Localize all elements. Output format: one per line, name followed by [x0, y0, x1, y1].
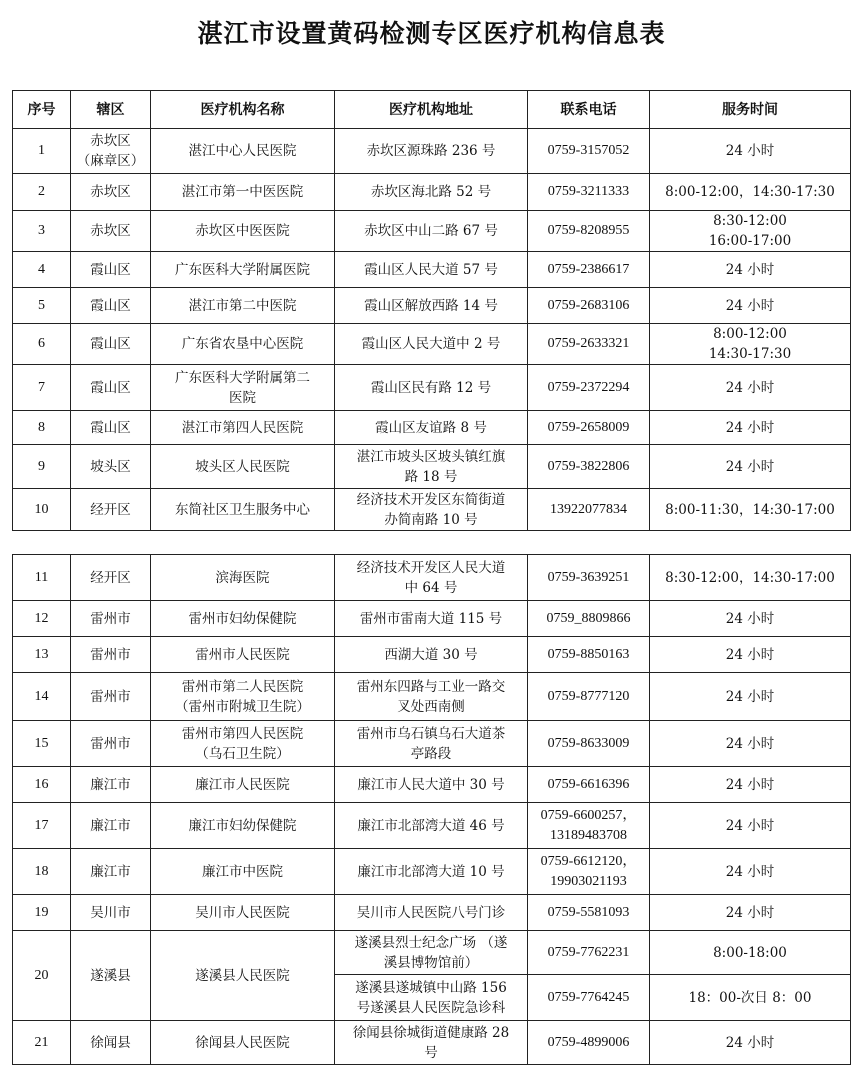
phone: 0759-7764245 — [528, 975, 650, 1021]
hospital-name: 廉江市妇幼保健院 — [151, 803, 335, 849]
service-hours: 8:30-12:00，14:30-17:00 — [650, 555, 851, 601]
service-hours: 24 小时 — [650, 411, 851, 445]
district-cell: 廉江市 — [71, 767, 151, 803]
address: 霞山区解放西路 14 号 — [335, 288, 528, 324]
district-cell: 霞山区 — [71, 324, 151, 365]
header-name: 医疗机构名称 — [151, 91, 335, 129]
row-number: 13 — [13, 637, 71, 673]
district-cell: 遂溪县 — [71, 931, 151, 1021]
row-number: 4 — [13, 252, 71, 288]
address: 经济技术开发区东简街道 办简南路 10 号 — [335, 489, 528, 531]
district-cell: 赤坎区 — [71, 211, 151, 252]
phone: 0759-6616396 — [528, 767, 650, 803]
header-district: 辖区 — [71, 91, 151, 129]
service-hours: 8:00-11:30，14:30-17:00 — [650, 489, 851, 531]
service-hours: 24 小时 — [650, 445, 851, 489]
row-number: 8 — [13, 411, 71, 445]
hospital-name: 湛江市第二中医院 — [151, 288, 335, 324]
phone: 0759-3639251 — [528, 555, 650, 601]
service-hours: 18：00-次日 8：00 — [650, 975, 851, 1021]
header-hours: 服务时间 — [650, 91, 851, 129]
row-number: 10 — [13, 489, 71, 531]
service-hours: 24 小时 — [650, 1021, 851, 1065]
phone: 0759-6600257， 13189483708 — [528, 803, 650, 849]
phone: 0759-8208955 — [528, 211, 650, 252]
district-cell: 霞山区 — [71, 411, 151, 445]
table-row — [13, 288, 851, 324]
table-row — [13, 365, 851, 411]
service-hours: 24 小时 — [650, 365, 851, 411]
table-row — [13, 252, 851, 288]
row-number: 9 — [13, 445, 71, 489]
address: 霞山区友谊路 8 号 — [335, 411, 528, 445]
address: 赤坎区中山二路 67 号 — [335, 211, 528, 252]
header-no: 序号 — [13, 91, 71, 129]
hospital-name: 坡头区人民医院 — [151, 445, 335, 489]
phone: 0759-7762231 — [528, 931, 650, 975]
row-number: 2 — [13, 174, 71, 211]
row-number: 11 — [13, 555, 71, 601]
table-row — [13, 411, 851, 445]
row-number: 7 — [13, 365, 71, 411]
hospital-name: 广东医科大学附属医院 — [151, 252, 335, 288]
address: 经济技术开发区人民大道 中 64 号 — [335, 555, 528, 601]
district-cell: 廉江市 — [71, 849, 151, 895]
phone: 0759-2372294 — [528, 365, 650, 411]
phone: 0759-2658009 — [528, 411, 650, 445]
header-address: 医疗机构地址 — [335, 91, 528, 129]
hospital-name: 广东省农垦中心医院 — [151, 324, 335, 365]
service-hours: 24 小时 — [650, 673, 851, 721]
address: 霞山区民有路 12 号 — [335, 365, 528, 411]
hospital-name: 雷州市人民医院 — [151, 637, 335, 673]
hospital-name: 雷州市第四人民医院 （乌石卫生院） — [151, 721, 335, 767]
service-hours: 8:30-12:00 16:00-17:00 — [650, 211, 851, 252]
service-hours: 24 小时 — [650, 601, 851, 637]
row-number: 3 — [13, 211, 71, 252]
address: 吴川市人民医院八号门诊 — [335, 895, 528, 931]
service-hours: 8:00-12:00，14:30-17:30 — [650, 174, 851, 211]
hospital-name: 广东医科大学附属第二 医院 — [151, 365, 335, 411]
address: 雷州市雷南大道 115 号 — [335, 601, 528, 637]
address: 廉江市人民大道中 30 号 — [335, 767, 528, 803]
table-row — [13, 211, 851, 252]
phone: 0759_8809866 — [528, 601, 650, 637]
table-row — [13, 803, 851, 849]
address: 湛江市坡头区坡头镇红旗 路 18 号 — [335, 445, 528, 489]
district-cell: 廉江市 — [71, 803, 151, 849]
service-hours: 24 小时 — [650, 637, 851, 673]
phone: 0759-2386617 — [528, 252, 650, 288]
district-cell: 霞山区 — [71, 252, 151, 288]
hospital-name: 遂溪县人民医院 — [151, 931, 335, 1021]
hospital-name: 湛江市第一中医医院 — [151, 174, 335, 211]
district-cell: 吴川市 — [71, 895, 151, 931]
phone: 0759-4899006 — [528, 1021, 650, 1065]
phone: 13922077834 — [528, 489, 650, 531]
phone: 0759-3211333 — [528, 174, 650, 211]
address: 赤坎区海北路 52 号 — [335, 174, 528, 211]
address: 雷州市乌石镇乌石大道茶 亭路段 — [335, 721, 528, 767]
address: 雷州东四路与工业一路交 叉处西南侧 — [335, 673, 528, 721]
address: 遂溪县遂城镇中山路 156 号遂溪县人民医院急诊科 — [335, 975, 528, 1021]
header-phone: 联系电话 — [528, 91, 650, 129]
table-row — [13, 895, 851, 931]
table-header-row — [13, 91, 851, 129]
table-row — [13, 324, 851, 365]
row-number: 6 — [13, 324, 71, 365]
row-number: 18 — [13, 849, 71, 895]
row-number: 21 — [13, 1021, 71, 1065]
district-cell: 徐闻县 — [71, 1021, 151, 1065]
phone: 0759-2683106 — [528, 288, 650, 324]
row-number: 17 — [13, 803, 71, 849]
phone: 0759-3822806 — [528, 445, 650, 489]
hospital-name: 吴川市人民医院 — [151, 895, 335, 931]
service-hours: 24 小时 — [650, 129, 851, 174]
service-hours: 24 小时 — [650, 803, 851, 849]
service-hours: 24 小时 — [650, 767, 851, 803]
phone: 0759-8633009 — [528, 721, 650, 767]
phone: 0759-8850163 — [528, 637, 650, 673]
hospital-name: 东简社区卫生服务中心 — [151, 489, 335, 531]
district-cell: 赤坎区 — [71, 174, 151, 211]
district-cell: 雷州市 — [71, 673, 151, 721]
address: 霞山区人民大道中 2 号 — [335, 324, 528, 365]
table-row — [13, 721, 851, 767]
table-row — [13, 931, 851, 975]
table-row — [13, 849, 851, 895]
hospital-name: 滨海医院 — [151, 555, 335, 601]
district-cell: 经开区 — [71, 555, 151, 601]
table-row — [13, 129, 851, 174]
district-cell: 经开区 — [71, 489, 151, 531]
table-row — [13, 445, 851, 489]
table-row — [13, 673, 851, 721]
row-number: 12 — [13, 601, 71, 637]
row-number: 16 — [13, 767, 71, 803]
district-cell: 雷州市 — [71, 637, 151, 673]
hospital-name: 赤坎区中医医院 — [151, 211, 335, 252]
row-number: 5 — [13, 288, 71, 324]
hospital-name: 廉江市中医院 — [151, 849, 335, 895]
address: 廉江市北部湾大道 46 号 — [335, 803, 528, 849]
district-cell: 霞山区 — [71, 288, 151, 324]
service-hours: 24 小时 — [650, 288, 851, 324]
address: 西湖大道 30 号 — [335, 637, 528, 673]
service-hours: 8:00-18:00 — [650, 931, 851, 975]
hospital-table-part2 — [12, 554, 851, 1065]
table-row — [13, 601, 851, 637]
phone: 0759-2633321 — [528, 324, 650, 365]
phone: 0759-8777120 — [528, 673, 650, 721]
table-row — [13, 1021, 851, 1065]
service-hours: 24 小时 — [650, 252, 851, 288]
phone: 0759-5581093 — [528, 895, 650, 931]
page-title: 湛江市设置黄码检测专区医疗机构信息表 — [197, 19, 666, 48]
table-row — [13, 767, 851, 803]
address: 廉江市北部湾大道 10 号 — [335, 849, 528, 895]
table-row — [13, 555, 851, 601]
hospital-name: 湛江市第四人民医院 — [151, 411, 335, 445]
hospital-table-part1 — [12, 90, 851, 531]
address: 徐闻县徐城街道健康路 28 号 — [335, 1021, 528, 1065]
address: 遂溪县烈士纪念广场 （遂 溪县博物馆前） — [335, 931, 528, 975]
district-cell: 雷州市 — [71, 721, 151, 767]
phone: 0759-3157052 — [528, 129, 650, 174]
row-number: 14 — [13, 673, 71, 721]
district-cell: 霞山区 — [71, 365, 151, 411]
row-number: 20 — [13, 931, 71, 1021]
district-cell: 坡头区 — [71, 445, 151, 489]
address: 赤坎区源珠路 236 号 — [335, 129, 528, 174]
service-hours: 24 小时 — [650, 849, 851, 895]
table-row — [13, 637, 851, 673]
district-cell: 雷州市 — [71, 601, 151, 637]
table-row — [13, 174, 851, 211]
hospital-name: 雷州市妇幼保健院 — [151, 601, 335, 637]
service-hours: 24 小时 — [650, 721, 851, 767]
table-row — [13, 489, 851, 531]
hospital-name: 徐闻县人民医院 — [151, 1021, 335, 1065]
service-hours: 24 小时 — [650, 895, 851, 931]
hospital-name: 湛江中心人民医院 — [151, 129, 335, 174]
row-number: 15 — [13, 721, 71, 767]
hospital-name: 雷州市第二人民医院 （雷州市附城卫生院） — [151, 673, 335, 721]
hospital-name: 廉江市人民医院 — [151, 767, 335, 803]
row-number: 1 — [13, 129, 71, 174]
row-number: 19 — [13, 895, 71, 931]
service-hours: 8:00-12:00 14:30-17:30 — [650, 324, 851, 365]
district-cell: 赤坎区 （麻章区） — [71, 129, 151, 174]
phone: 0759-6612120， 19903021193 — [528, 849, 650, 895]
address: 霞山区人民大道 57 号 — [335, 252, 528, 288]
